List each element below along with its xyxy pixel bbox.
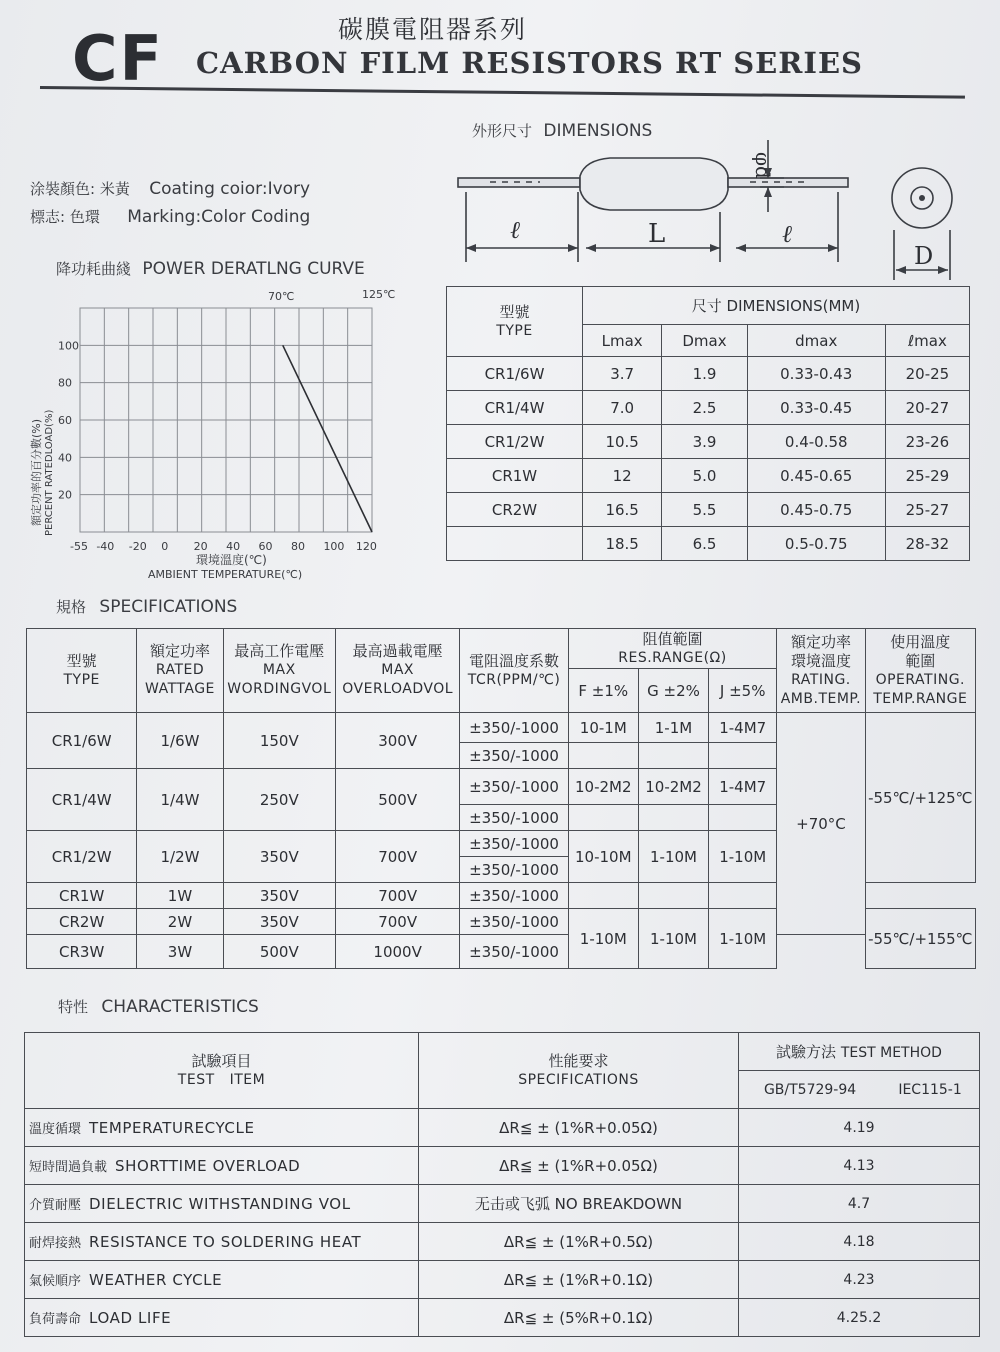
char-item: [25, 1261, 419, 1299]
coating-en: Coating coior:Ivory: [149, 179, 311, 199]
cf-logo: CF: [72, 22, 164, 95]
marking-en: Marking:Color Coding: [127, 207, 311, 227]
dim-value: 20-27: [885, 391, 969, 425]
spec-res-j: J ±5%: [709, 669, 777, 713]
char-item-cn: 氣候順序: [29, 1274, 82, 1289]
spec-maxv: 500V: [223, 935, 335, 969]
characteristics-heading: [58, 996, 259, 1017]
dim-value: 3.7: [583, 357, 662, 391]
spec-res-f-val: 1-10M: [568, 909, 638, 969]
specifications-heading: [56, 596, 237, 617]
characteristics-heading-en: CHARACTERISTICS: [101, 997, 259, 1017]
char-row: [25, 1261, 980, 1299]
derating-chart: [30, 284, 408, 584]
char-item: [25, 1185, 419, 1223]
header-rule: [40, 86, 965, 99]
dimensions-heading-cn: 外形尺寸: [472, 122, 533, 140]
marking-cn: 標志: 色環: [30, 208, 100, 226]
dim-value: 3.9: [662, 425, 747, 459]
dim-type: CR1/6W: [447, 357, 583, 391]
char-method-header: 試驗方法 TEST METHOD: [739, 1033, 980, 1071]
char-method: 4.23: [739, 1261, 980, 1299]
spec-op-header: 使用溫度 範圍 OPERATING. TEMP.RANGE: [865, 629, 975, 713]
char-item-cn: 介質耐壓: [29, 1198, 82, 1213]
label-phi-d: φd: [751, 152, 775, 179]
char-spec: ΔR≦ ± (5%R+0.1Ω): [419, 1299, 739, 1337]
char-row: [25, 1147, 980, 1185]
spec-wattage: 1/6W: [137, 713, 223, 769]
dim-value: 7.0: [583, 391, 662, 425]
y-tick-label: 60: [58, 414, 72, 427]
label-l-right: ℓ: [782, 220, 792, 248]
ylabel-en: PERCENT RATEDLOAD(%): [44, 409, 55, 536]
char-item-cn: 負荷壽命: [29, 1312, 82, 1327]
char-std-gb: GB/T5729-94: [739, 1071, 882, 1109]
x-tick-label: 100: [323, 540, 345, 553]
x-tick-label: 0: [161, 540, 169, 553]
dim-value: 6.5: [662, 527, 747, 561]
char-item-header: 試驗項目 TEST ITEM: [25, 1033, 419, 1109]
spec-tcr: ±350/-1000: [460, 909, 568, 935]
char-spec: ΔR≦ ± (1%R+0.05Ω): [419, 1147, 739, 1185]
char-spec: 无击或飞弧 NO BREAKDOWN: [419, 1185, 739, 1223]
derating-heading: [56, 258, 365, 279]
x-tick-label: 20: [193, 540, 208, 553]
derating-line: [283, 345, 372, 532]
char-row: [25, 1223, 980, 1261]
spec-wattage: 1/4W: [137, 769, 223, 831]
spec-wattage: 1/2W: [137, 831, 223, 883]
dim-value: 0.33-0.43: [747, 357, 885, 391]
dim-value: 20-25: [885, 357, 969, 391]
dim-type: CR1W: [447, 459, 583, 493]
char-item-cn: 短時間過負載: [29, 1160, 108, 1175]
spec-tcr: ±350/-1000: [460, 769, 568, 805]
dim-dims-header: 尺寸 DIMENSIONS(MM): [583, 287, 970, 325]
dim-value: 28-32: [885, 527, 969, 561]
dim-value: 0.4-0.58: [747, 425, 885, 459]
ylabel-cn: 額定功率的百分數(%): [30, 418, 43, 526]
spec-res-j-val: 1-10M: [709, 909, 777, 969]
char-method: 4.19: [739, 1109, 980, 1147]
dim-value: 0.45-0.65: [747, 459, 885, 493]
spec-maxv: 350V: [223, 883, 335, 909]
spec-tcr: ±350/-1000: [460, 857, 568, 883]
spec-type: CR1/6W: [27, 713, 137, 769]
dim-value: 25-27: [885, 493, 969, 527]
spec-type-header: 型號 TYPE: [27, 629, 137, 713]
spec-maxv-header: 最高工作電壓 MAX WORDINGVOL: [223, 629, 335, 713]
spec-overload-header: 最高過載電壓 MAX OVERLOADVOL: [335, 629, 459, 713]
dim-value: 10.5: [583, 425, 662, 459]
char-row: [25, 1299, 980, 1337]
spec-type: CR1W: [27, 883, 137, 909]
spec-amb-temp: +70°C: [777, 713, 865, 935]
y-tick-label: 80: [58, 376, 72, 390]
spec-res-j-val: 1-4M7: [709, 769, 777, 805]
char-method: 4.13: [739, 1147, 980, 1185]
dim-type: CR1/4W: [447, 391, 583, 425]
char-item-cn: 耐焊接熱: [29, 1236, 82, 1251]
dim-value: 12: [583, 459, 662, 493]
char-spec: ΔR≦ ± (1%R+0.5Ω): [419, 1223, 739, 1261]
char-item-en: DIELECTRIC WITHSTANDING VOL: [89, 1195, 351, 1213]
specifications-table: [26, 628, 976, 969]
spec-res-g-val: 1-10M: [638, 909, 708, 969]
x-tick-label: 120: [355, 540, 377, 553]
specifications-heading-cn: 規格: [56, 598, 87, 616]
dim-row: [447, 527, 970, 561]
spec-res-j-val: 1-10M: [709, 831, 777, 883]
spec-tcr: ±350/-1000: [460, 935, 568, 969]
spec-overload: 300V: [335, 713, 459, 769]
spec-res-j-val: 1-4M7: [709, 713, 777, 743]
dim-col-dmax: Dmax: [662, 325, 747, 357]
x-tick-label: -20: [128, 540, 147, 553]
spec-type: CR1/4W: [27, 769, 137, 831]
derating-heading-en: POWER DERATLNG CURVE: [142, 259, 365, 279]
coating-line: [30, 178, 310, 199]
label-D: D: [914, 242, 934, 270]
characteristics-table: [24, 1032, 980, 1337]
dim-row: [447, 493, 970, 527]
dim-col-lmax: Lmax: [583, 325, 662, 357]
spec-type: CR2W: [27, 909, 137, 935]
coating-cn: 涂裝顏色: 米黃: [30, 180, 130, 198]
char-item: [25, 1147, 419, 1185]
spec-maxv: 150V: [223, 713, 335, 769]
spec-overload: 1000V: [335, 935, 459, 969]
marker-125: 125℃: [362, 288, 396, 301]
spec-tcr: ±350/-1000: [460, 831, 568, 857]
x-tick-label: 80: [291, 540, 305, 553]
spec-wattage: 2W: [137, 909, 223, 935]
dim-value: 25-29: [885, 459, 969, 493]
dim-row: [447, 459, 970, 493]
spec-op-range-1: -55℃/+125℃: [865, 713, 975, 883]
dimensions-heading-en: DIMENSIONS: [543, 121, 653, 141]
dim-value: 5.0: [662, 459, 747, 493]
spec-tcr: ±350/-1000: [460, 883, 568, 909]
spec-maxv: 250V: [223, 769, 335, 831]
y-tick-label: 20: [58, 488, 72, 502]
y-tick-label: 100: [58, 339, 79, 353]
label-L: L: [648, 219, 666, 249]
dim-col-dmax-lead: dmax: [747, 325, 885, 357]
dim-type: CR2W: [447, 493, 583, 527]
dim-row: [447, 357, 970, 391]
xlabel-cn: 環境溫度(℃): [196, 553, 267, 567]
spec-type: CR1/2W: [27, 831, 137, 883]
derating-heading-cn: 降功耗曲綫: [56, 260, 132, 278]
label-l-left: ℓ: [510, 216, 520, 244]
dim-type: CR1/2W: [447, 425, 583, 459]
dim-row: [447, 425, 970, 459]
char-spec: ΔR≦ ± (1%R+0.05Ω): [419, 1109, 739, 1147]
spec-res-g-val: 1-1M: [638, 713, 708, 743]
spec-overload: 700V: [335, 909, 459, 935]
dim-value: 23-26: [885, 425, 969, 459]
dim-value: 1.9: [662, 357, 747, 391]
spec-res-g-val: 10-2M2: [638, 769, 708, 805]
spec-res-header: 阻值範圍 RES.RANGE(Ω): [568, 629, 777, 669]
spec-tcr-header: 電阻溫度系數 TCR(PPM/℃): [460, 629, 568, 713]
dim-value: 5.5: [662, 493, 747, 527]
dim-value: 16.5: [583, 493, 662, 527]
spec-tcr: ±350/-1000: [460, 805, 568, 831]
char-method: 4.7: [739, 1185, 980, 1223]
title-english: CARBON FILM RESISTORS RT SERIES: [196, 46, 864, 80]
spec-maxv: 350V: [223, 909, 335, 935]
char-item: [25, 1299, 419, 1337]
spec-res-f: F ±1%: [568, 669, 638, 713]
dim-type-header: 型號 TYPE: [447, 287, 583, 357]
spec-overload: 700V: [335, 883, 459, 909]
dimensions-table: [446, 286, 970, 561]
char-item-en: WEATHER CYCLE: [89, 1271, 223, 1289]
spec-tcr: ±350/-1000: [460, 743, 568, 769]
char-item-en: TEMPERATURECYCLE: [89, 1119, 255, 1137]
spec-res-g-val: 1-10M: [638, 831, 708, 883]
spec-tcr: ±350/-1000: [460, 713, 568, 743]
spec-op-range-2: -55℃/+155℃: [865, 909, 975, 969]
spec-wattage-header: 額定功率 RATED WATTAGE: [137, 629, 223, 713]
marking-line: [30, 206, 310, 227]
x-tick-label: 60: [258, 540, 273, 553]
title-chinese: 碳膜電阻器系列: [338, 15, 528, 44]
x-tick-label: 40: [226, 540, 241, 553]
spec-amb-header: 額定功率 環境溫度 RATING. AMB.TEMP.: [777, 629, 865, 713]
spec-overload: 700V: [335, 831, 459, 883]
char-item-en: RESISTANCE TO SOLDERING HEAT: [89, 1233, 362, 1251]
dim-value: 2.5: [662, 391, 747, 425]
char-spec: ΔR≦ ± (1%R+0.1Ω): [419, 1261, 739, 1299]
specifications-heading-en: SPECIFICATIONS: [99, 597, 238, 617]
spec-wattage: 1W: [137, 883, 223, 909]
spec-res-f-val: 10-1M: [568, 713, 638, 743]
dim-type: [447, 527, 583, 561]
dim-value: 0.5-0.75: [747, 527, 885, 561]
char-row: [25, 1185, 980, 1223]
spec-type: CR3W: [27, 935, 137, 969]
spec-wattage: 3W: [137, 935, 223, 969]
spec-res-g: G ±2%: [638, 669, 708, 713]
char-method: 4.25.2: [739, 1299, 980, 1337]
dim-value: 18.5: [583, 527, 662, 561]
char-row: [25, 1109, 980, 1147]
dim-value: 0.45-0.75: [747, 493, 885, 527]
characteristics-heading-cn: 特性: [58, 998, 89, 1016]
x-tick-label: -55: [70, 540, 88, 553]
xlabel-en: AMBIENT TEMPERATURE(℃): [148, 568, 303, 581]
char-item-en: LOAD LIFE: [89, 1309, 172, 1327]
spec-res-f-val: 10-2M2: [568, 769, 638, 805]
marker-70: 70℃: [268, 290, 295, 303]
x-tick-label: -40: [96, 540, 115, 553]
dim-col-lmax-lead: ℓmax: [885, 325, 969, 357]
dim-value: 0.33-0.45: [747, 391, 885, 425]
char-method: 4.18: [739, 1223, 980, 1261]
char-std-iec: IEC115-1: [881, 1071, 979, 1109]
dim-row: [447, 391, 970, 425]
spec-maxv: 350V: [223, 831, 335, 883]
y-tick-label: 40: [58, 451, 72, 465]
char-item-cn: 溫度循環: [29, 1122, 82, 1137]
spec-res-f-val: 10-10M: [568, 831, 638, 883]
spec-overload: 500V: [335, 769, 459, 831]
char-spec-header: 性能要求 SPECIFICATIONS: [419, 1033, 739, 1109]
resistor-drawing: [450, 130, 970, 280]
char-item: [25, 1109, 419, 1147]
char-item-en: SHORTTIME OVERLOAD: [115, 1157, 301, 1175]
char-item: [25, 1223, 419, 1261]
